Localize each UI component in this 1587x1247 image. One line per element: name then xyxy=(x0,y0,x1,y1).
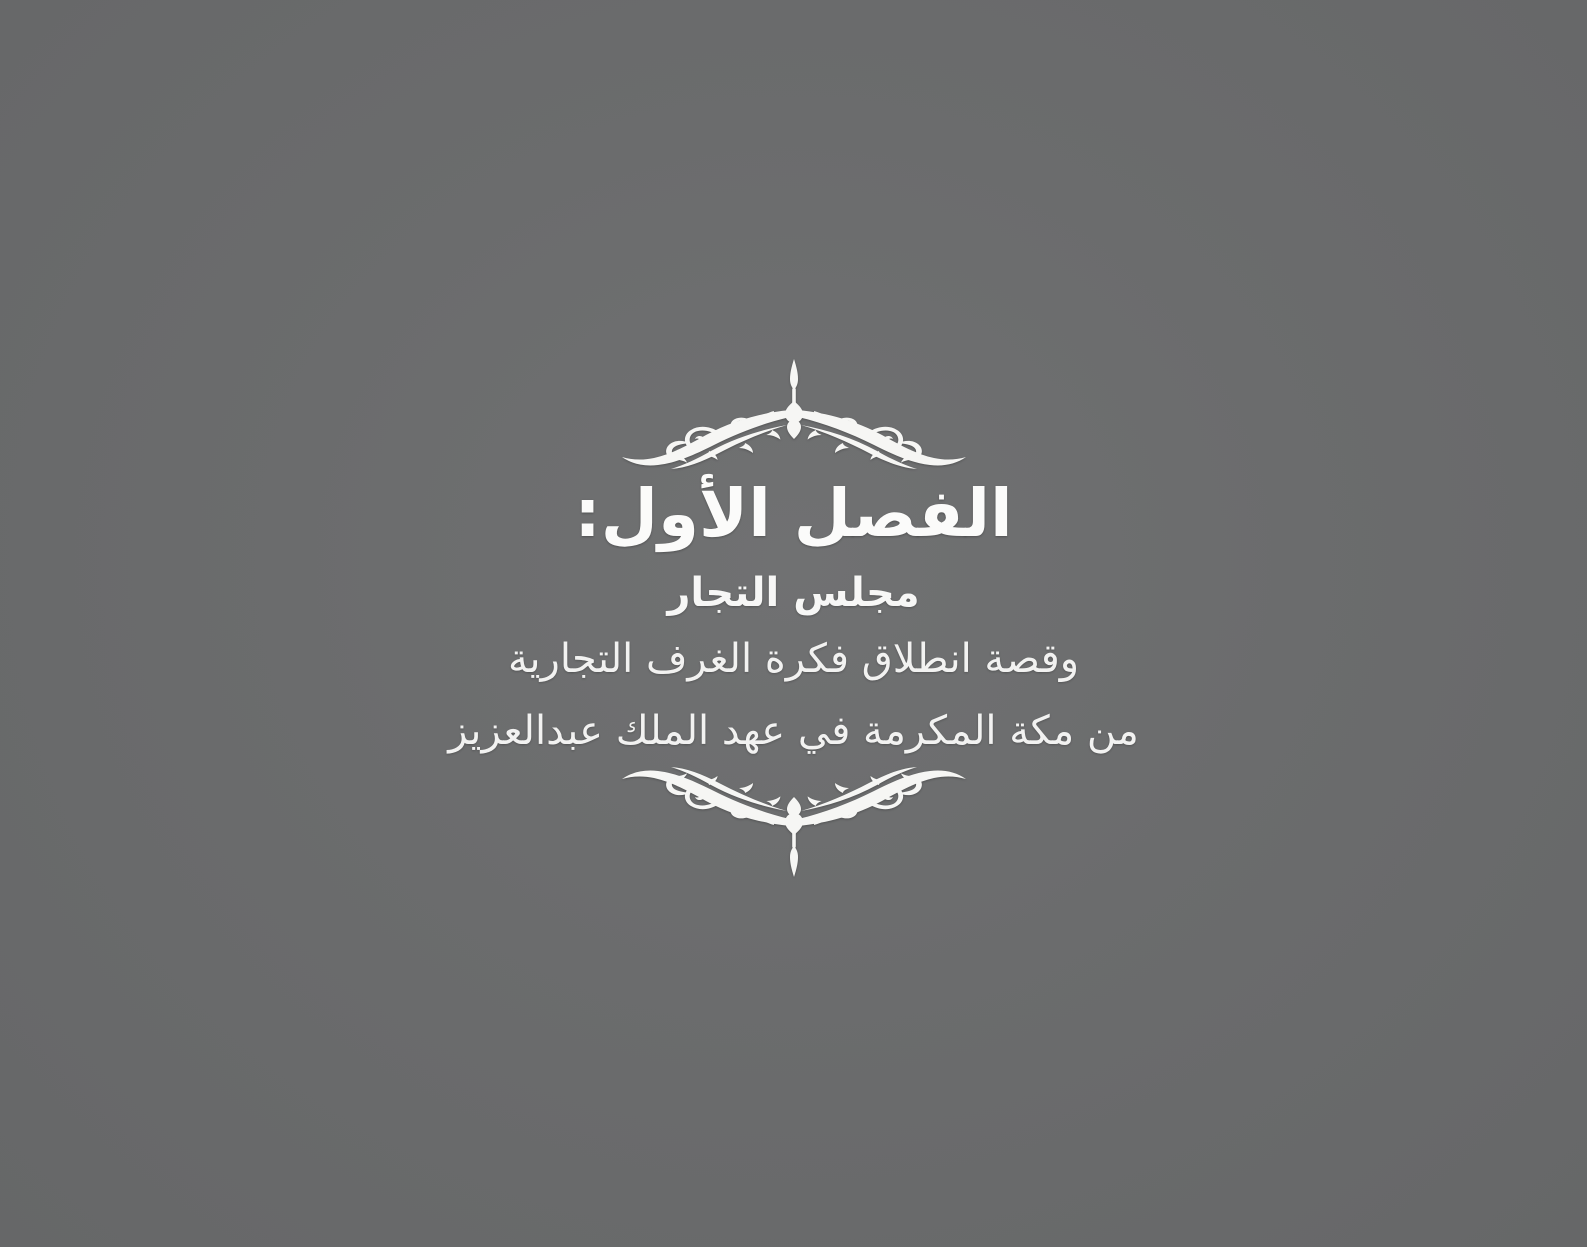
floral-ornament-top-icon xyxy=(559,355,1029,470)
chapter-number-title: الفصل الأول: xyxy=(574,475,1013,552)
chapter-subtitle: مجلس التجار xyxy=(667,569,920,616)
chapter-description-line-1: وقصة انطلاق فكرة الغرف التجارية xyxy=(507,635,1080,682)
chapter-description-line-2: من مكة المكرمة في عهد الملك عبدالعزيز xyxy=(448,707,1139,754)
floral-ornament-bottom-icon xyxy=(559,766,1029,881)
chapter-title-block xyxy=(244,355,1344,881)
